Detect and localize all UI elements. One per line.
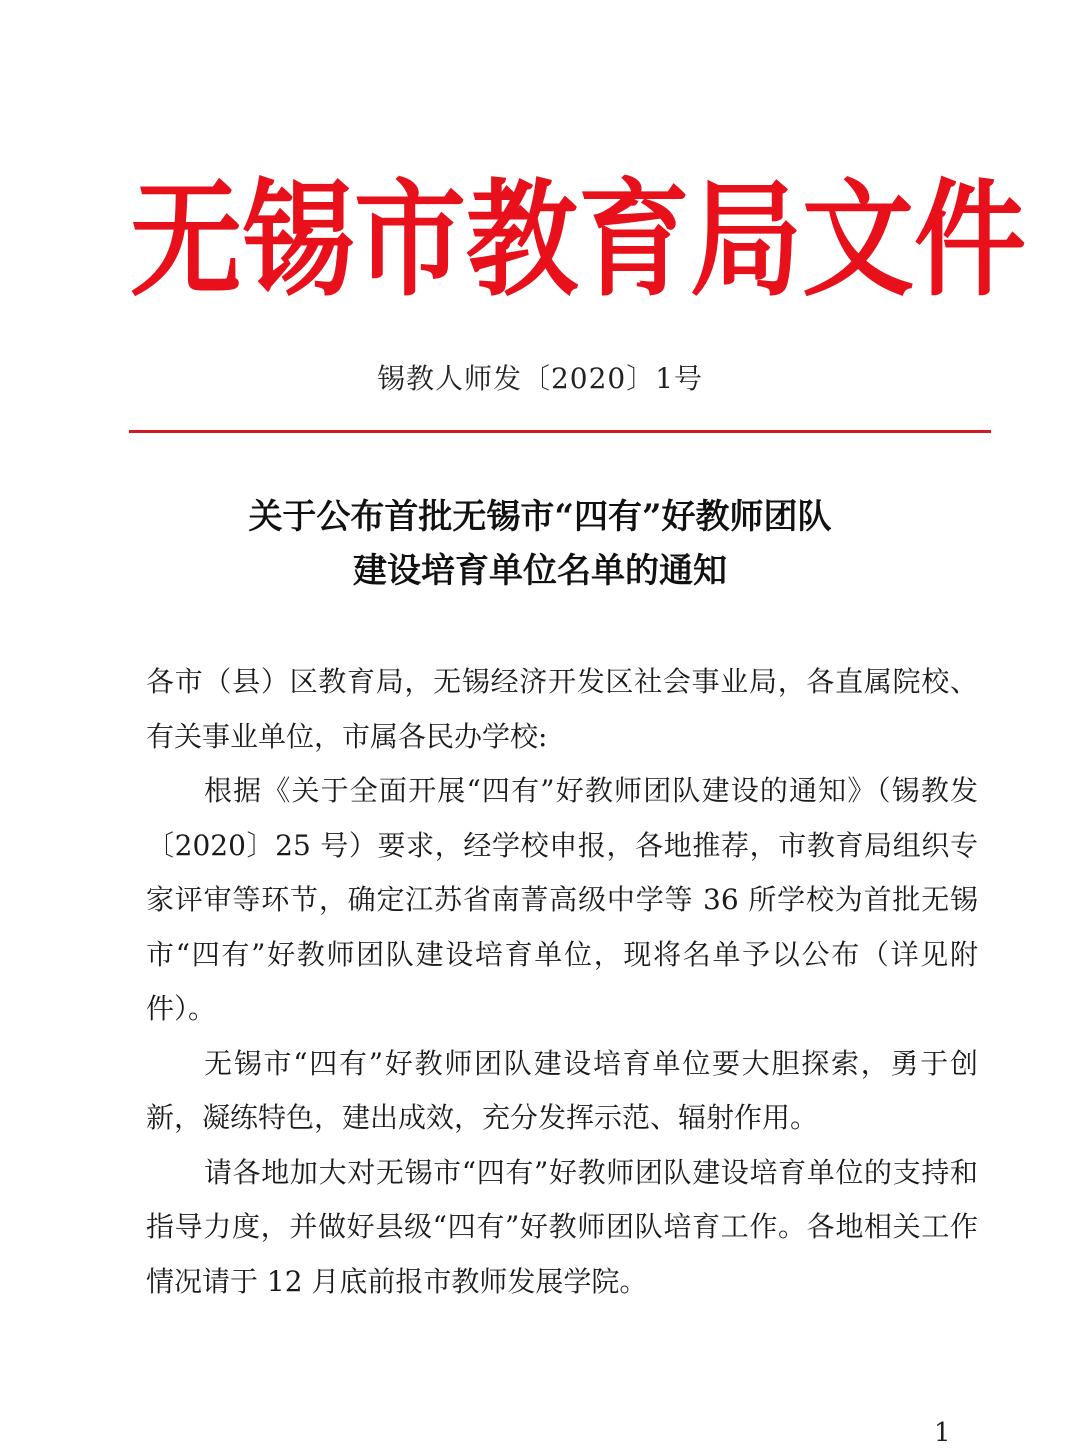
- masthead-char: 局: [690, 166, 802, 314]
- notice-body: [146, 655, 978, 1309]
- masthead-char: 锡: [242, 166, 354, 314]
- document-number: 锡教人师发〔2020〕1号: [376, 362, 704, 395]
- addressee: 各市（县）区教育局，无锡经济开发区社会事业局，各直属院校、有关事业单位，市属各民办学校:: [146, 665, 978, 753]
- masthead-char: 市: [354, 166, 466, 314]
- page-number: 1: [934, 1418, 951, 1448]
- title-line-2: 建设培育单位名单的通知: [353, 551, 727, 591]
- masthead-char: 无: [130, 166, 242, 314]
- masthead-char: 教: [466, 166, 578, 314]
- masthead-char: 育: [578, 166, 690, 314]
- masthead-char: 件: [914, 166, 1026, 314]
- masthead-title: [130, 166, 1026, 314]
- notice-title: [0, 490, 1080, 598]
- body-paragraph: 无锡市“四有”好教师团队建设培育单位要大胆探索，勇于创新，凝练特色，建出成效，充分发挥示范、辐射作用。: [146, 1046, 978, 1134]
- body-paragraph: 请各地加大对无锡市“四有”好教师团队建设培育单位的支持和指导力度，并做好县级“四有”好教师团队培育工作。各地相关工作情况请于 12 月底前报市教师发展学院。: [146, 1155, 978, 1298]
- masthead-char: 文: [802, 166, 914, 314]
- body-paragraph: 根据《关于全面开展“四有”好教师团队建设的通知》（锡教发〔2020〕25 号）要求，经学校申报，各地推荐，市教育局组织专家评审等环节，确定江苏省南菁高级中学等 36 所学校为首批无锡市“四有”好教师团队建设培育单位，现将名单予以公布（详见附件）。: [146, 774, 978, 1025]
- title-line-1: 关于公布首批无锡市“四有”好教师团队: [248, 497, 832, 537]
- red-divider-line: [129, 430, 991, 433]
